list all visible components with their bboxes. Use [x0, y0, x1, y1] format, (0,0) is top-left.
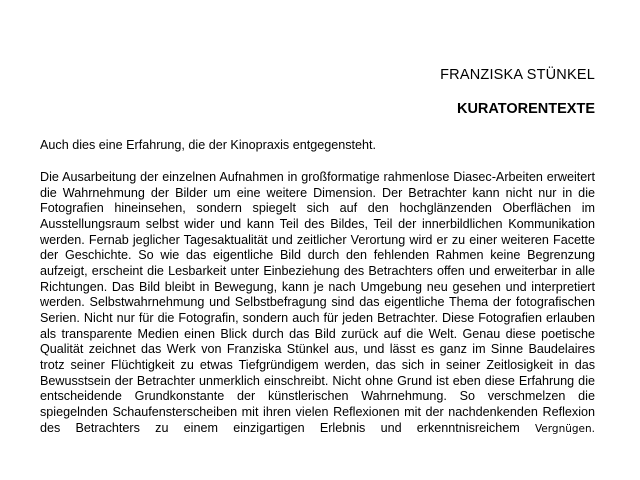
section-title: KURATORENTEXTE	[456, 101, 595, 117]
document-page	[40, 0, 595, 480]
body-text: Die Ausarbeitung der einzelnen Aufnahmen in großformatige rahmenlose Diasec-Arbeiten erweitert die Wahrnehmung der Bilder um eine weitere Dimension. Der Betrachter kann nicht nur in die Fotografien hineinsehen, sondern spiegelt sich auf den hochglänzenden Oberflächen im Ausstellungsraum selbst wider und kann Teil des Bildes, Teil der innerbildlichen Kommunikation werden. Fernab jeglicher Tagesaktualität und zeitlicher Verortung wird er zu einer weiteren Facette der Geschichte. So wie das eigentliche Bild durch den fehlenden Rahmen keine Begrenzung aufzeigt, erscheint die Lesbarkeit unter Einbeziehung des Betrachters offen und erweiterbar in alle Richtungen. Das Bild bleibt in Bewegung, kann je nach Umgebung neu gesehen und interpretiert werden. Selbstwahrnehmung und Selbstbefragung sind das eigentliche Thema der fotografischen Serien. Nicht nur für die Fotografin, sondern auch für jeden Betrachter. Diese Fotografien erlauben als transparente Medien einen Blick durch das Bild zurück auf die Welt. Genau diese poetische Qualität zeichnet das Werk von Franziska Stünkel aus, und lässt es ganz im Sinne Baudelaires trotz seiner Flüchtigkeit zu etwas Tiefgründigem werden, das sich in seiner Zeitlosigkeit in das Bewusstsein der Betrachter unmerklich einschreibt. Nicht ohne Grund ist eben diese Erfahrung die entscheidende Grundkonstante der künstlerischen Wahrnehmung. So verschmelzen die spiegelnden Schaufensterscheiben mit ihren vielen Reflexionen mit der nachdenkenden Reflexion des Betrachters zu einem einzigartigen Erlebnis und erkenntnisreichem	[40, 170, 595, 435]
intro-paragraph: Auch dies eine Erfahrung, die der Kinopraxis entgegensteht.	[40, 138, 377, 152]
body-paragraph	[40, 170, 595, 437]
author-name: FRANZISKA STÜNKEL	[440, 67, 595, 83]
closing-word: Vergnügen.	[534, 422, 595, 435]
